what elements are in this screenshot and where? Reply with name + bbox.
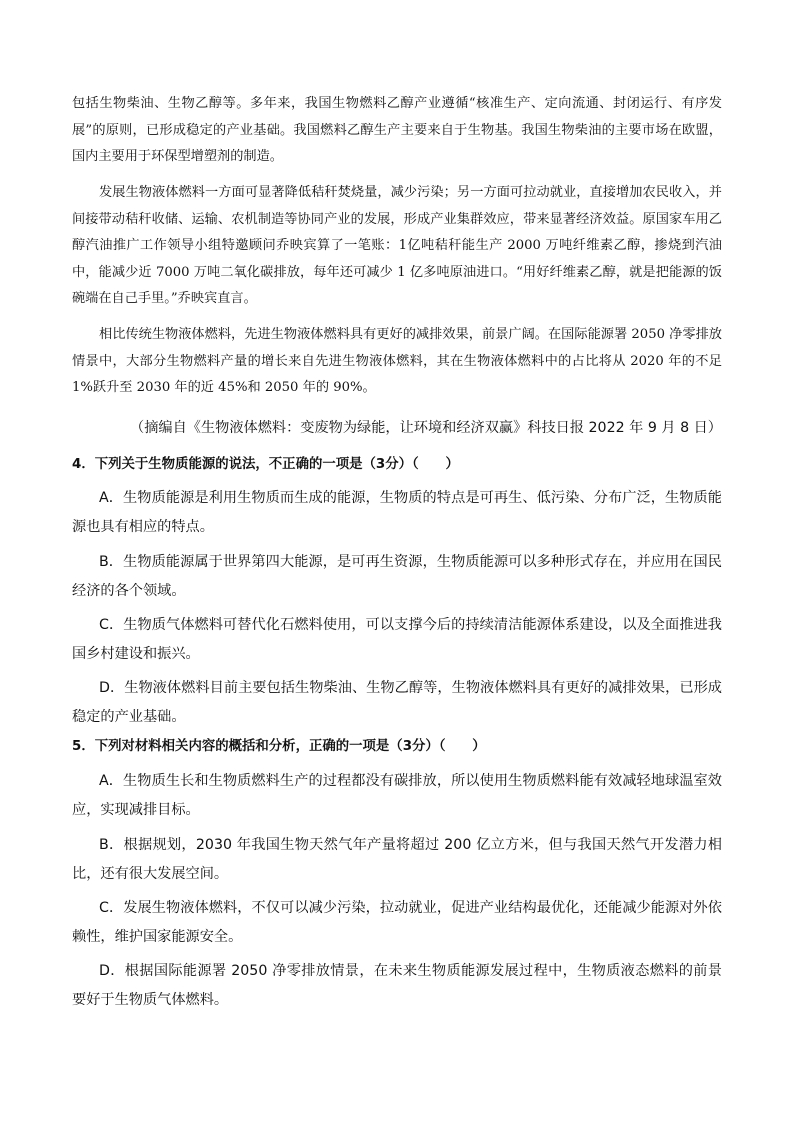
question-5-stem	[72, 735, 722, 759]
option-text: C．生物质气体燃料可替代化石燃料使用，可以支撑今后的持续清洁能源体系建设，以及全面推进我国乡村建设和振兴。	[72, 617, 722, 662]
option-text: A．生物质生长和生物质燃料生产的过程都没有碳排放，所以使用生物质燃料能有效减轻地球温室效应，实现减排目标。	[72, 773, 722, 818]
option-text: B．生物质能源属于世界第四大能源，是可再生资源，生物质能源可以多种形式存在，并应用在国民经济的各个领域。	[72, 554, 722, 599]
option-text: B．根据规划，2030 年我国生物天然气年产量将超过 200 亿立方米，但与我国天然气开发潜力相比，还有很大发展空间。	[72, 837, 722, 882]
question-4-option-a	[72, 484, 722, 542]
passage-text: 相比传统生物液体燃料，先进生物液体燃料具有更好的减排效果，前景广阔。在国际能源署 2050 净零排放情景中，大部分生物燃料产量的增长来自先进生物液体燃料，其在生物液体燃料中的占比将从 2020 年的不足 1%跃升至 2030 年的近 45%和 2050 年的 90%。	[72, 327, 722, 396]
source-text: （摘编自《生物液体燃料：变废物为绿能，让环境和经济双赢》科技日报 2022 年 9 月 8 日）	[130, 420, 722, 436]
question-stem: 5．下列对材料相关内容的概括和分析，正确的一项是（3分）（ ）	[72, 739, 486, 754]
passage-paragraph-1	[72, 91, 722, 171]
option-text: C．发展生物液体燃料，不仅可以减少污染，拉动就业，促进产业结构最优化，还能减少能源对外依赖性，维护国家能源安全。	[72, 900, 722, 945]
option-text: D．生物液体燃料目前主要包括生物柴油、生物乙醇等，生物液体燃料具有更好的减排效果，已形成稳定的产业基础。	[72, 680, 722, 725]
option-text: A．生物质能源是利用生物质而生成的能源，生物质的特点是可再生、低污染、分布广泛，生物质能源也具有相应的特点。	[72, 490, 722, 535]
option-text: D．根据国际能源署 2050 净零排放情景，在未来生物质能源发展过程中，生物质液态燃料的前景要好于生物质气体燃料。	[72, 963, 722, 1008]
passage-paragraph-2	[72, 180, 722, 313]
question-5-option-c	[72, 894, 722, 952]
question-4-stem	[72, 453, 722, 477]
question-4-option-d	[72, 674, 722, 732]
question-4-option-c	[72, 611, 722, 669]
question-5-option-b	[72, 831, 722, 889]
question-stem: 4．下列关于生物质能源的说法，不正确的一项是（3分）（ ）	[72, 457, 459, 472]
passage-text: 包括生物柴油、生物乙醇等。多年来，我国生物燃料乙醇产业遵循“核准生产、定向流通、封闭运行、有序发展”的原则，已形成稳定的产业基础。我国燃料乙醇生产主要来自于生物基。我国生物柴油的主要市场在欧盟，国内主要用于环保型增塑剂的制造。	[72, 96, 722, 165]
question-5-option-d	[72, 957, 722, 1015]
source-citation	[72, 416, 722, 440]
passage-text: 发展生物液体燃料一方面可显著降低秸秆焚烧量，减少污染；另一方面可拉动就业，直接增加农民收入，并间接带动秸秆收储、运输、农机制造等协同产业的发展，形成产业集群效应，带来显著经济效益。原国家车用乙醇汽油推广工作领导小组特邀顾问乔映宾算了一笔账：1亿吨秸秆能生产 2000 万吨纤维素乙醇，掺烧到汽油中，能减少近 7000 万吨二氧化碳排放，每年还可减少 1 亿多吨原油进口。“用好纤维素乙醇，就是把能源的饭碗端在自己手里。”乔映宾直言。	[72, 185, 722, 307]
question-5-option-a	[72, 767, 722, 825]
question-4-option-b	[72, 548, 722, 606]
passage-paragraph-3	[72, 322, 722, 402]
